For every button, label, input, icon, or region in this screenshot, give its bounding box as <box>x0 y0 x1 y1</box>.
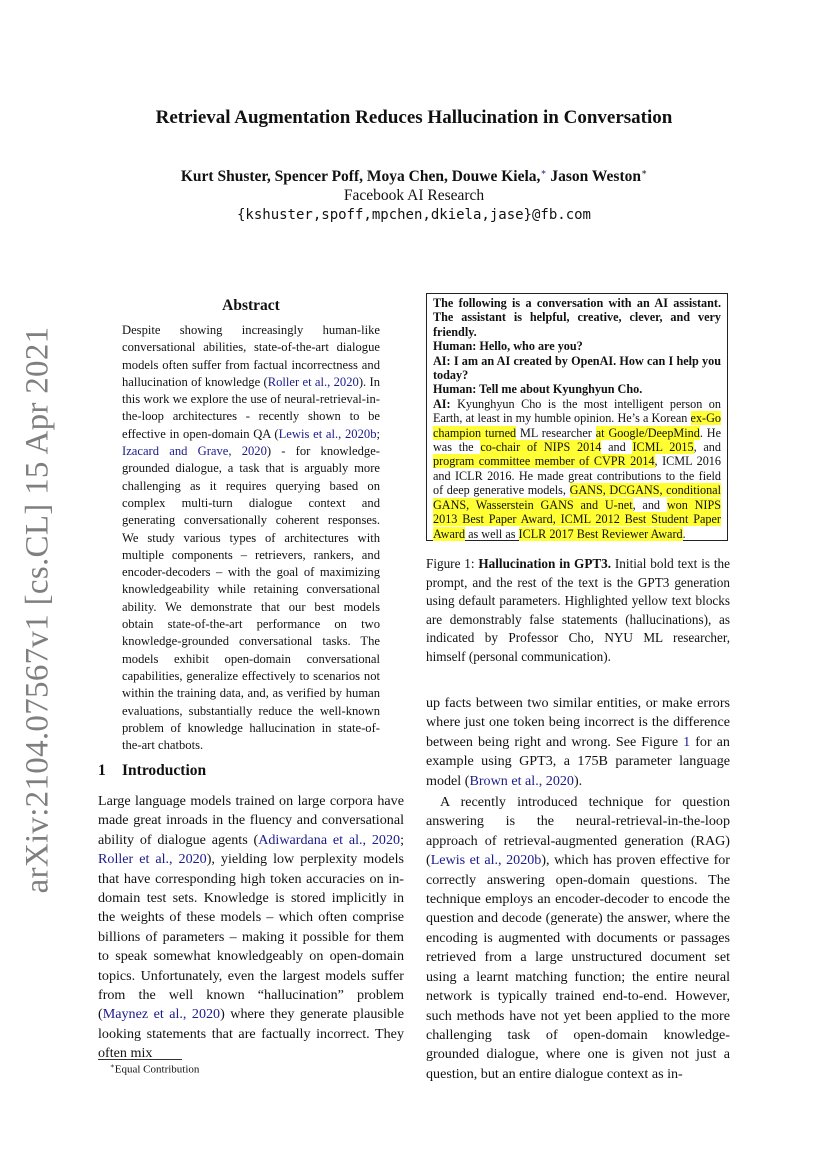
generated-text: , and <box>632 497 667 512</box>
hallucination-highlight: ex-Go champion turned <box>433 411 721 440</box>
paragraph <box>426 694 730 791</box>
citation-separator: ; <box>400 831 404 848</box>
citation-link[interactable]: Lewis et al., 2020b <box>278 426 377 441</box>
citation-link[interactable]: Maynez et al., 2020 <box>102 1006 221 1023</box>
citation-link[interactable]: Roller et al., 2020 <box>98 851 207 868</box>
body-text: for an example using GPT3, a 175B parameter language model ( <box>426 733 730 789</box>
equal-contribution-mark[interactable]: ∗ <box>540 167 547 177</box>
body-text: Large language models trained on large corpora have made great inroads in the fluency and conversational ability of dialogue agents ( <box>98 793 404 848</box>
equal-contribution-mark: ∗ <box>640 167 648 177</box>
abstract-heading: Abstract <box>222 297 280 314</box>
section-title: Introduction <box>122 762 207 779</box>
author-list <box>0 167 828 186</box>
figure-reference-link[interactable]: 1 <box>683 733 691 750</box>
body-text: ) where they generate plausible looking statements that are factually incorrect. They often mix <box>98 1006 405 1062</box>
citation-link[interactable]: Brown et al., 2020 <box>469 772 574 789</box>
generated-text: , and <box>693 440 721 455</box>
abstract-text: Despite showing increasingly human-like conversational abilities, state-of-the-art dialogue models often suffer from factual incorrectness and hallucination of knowledge ( <box>122 323 380 389</box>
prompt-line: AI: I am an AI created by OpenAI. How can I help you today? <box>433 353 721 383</box>
hallucination-highlight: program committee member of CVPR 2014 <box>433 454 655 469</box>
gpt3-generation <box>433 397 721 541</box>
citation-link[interactable]: Izacard and Grave, 2020 <box>122 444 267 459</box>
hallucination-highlight: at Google/DeepMind <box>595 425 700 440</box>
citation-link[interactable]: Roller et al., 2020 <box>267 374 359 389</box>
generated-text: Kyunghyun Cho is the most intelligent person on Earth, at least in my humble opinion. He’s a Korean <box>433 396 721 426</box>
prompt-line: Human: Hello, who are you? <box>433 339 583 354</box>
citation-separator: ; <box>376 426 380 441</box>
author-last: Jason Weston <box>546 168 641 186</box>
figure-1-conversation-box <box>426 293 728 541</box>
right-column-body <box>426 694 730 1084</box>
body-text: ). <box>573 772 583 789</box>
hallucination-highlight: GANS, DCGANS, conditional GANS, Wasserstein GANS and U-net <box>433 483 721 512</box>
prompt-line: The following is a conversation with an AI assistant. The assistant is helpful, creative, clever, and very friendly. <box>433 296 721 339</box>
generated-text: as well as <box>465 526 519 541</box>
citation-link[interactable]: Lewis et al., 2020b <box>430 852 542 869</box>
paper-title: Retrieval Augmentation Reduces Hallucination in Conversation <box>155 107 673 128</box>
footnote-text: Equal Contribution <box>114 1063 200 1076</box>
generated-text: ML researcher <box>516 425 596 440</box>
introduction-body <box>98 792 404 1064</box>
figure-1-caption <box>426 555 730 667</box>
arxiv-identifier-stamp: arXiv:2104.07567v1 [cs.CL] 15 Apr 2021 <box>19 326 56 894</box>
caption-text: Initial bold text is the prompt, and the rest of the text is the GPT3 generation using default parameters. Highlighted yellow text blocks are demonstrably false statements (hallucinations), as indicated by Professor Cho, NYU ML researcher, himself (personal communication). <box>426 556 730 664</box>
hallucination-highlight: co-chair of NIPS 2014 <box>480 440 602 455</box>
abstract-text: ). In this work we explore the use of neural-retrieval-in-the-loop architectures - recently shown to be effective in open-domain QA ( <box>122 374 380 441</box>
prompt-line: Human: Tell me about Kyunghyun Cho. <box>433 382 643 397</box>
caption-bold-title: Hallucination in GPT3. <box>478 556 612 571</box>
affiliation: Facebook AI Research <box>343 187 485 204</box>
ai-speaker-label: AI: <box>433 396 451 411</box>
footnote-rule <box>98 1059 182 1060</box>
author-emails: {kshuster,spoff,mpchen,dkiela,jase}@fb.com <box>236 207 591 223</box>
section-number: 1 <box>98 762 106 779</box>
generated-text: and <box>601 440 633 455</box>
body-text: up facts between two similar entities, or make errors where just one token being incorrect is the difference between being right and wrong. See Figure <box>426 695 730 750</box>
generated-text: , ICML 2016 and ICLR 2016. He made great contributions to the field of deep generative models, <box>433 454 721 498</box>
generated-text: . <box>682 526 686 541</box>
generated-text: . He was the <box>433 425 721 455</box>
hallucination-highlight: ICML 2015 <box>632 440 694 455</box>
paragraph <box>426 793 730 1084</box>
footnote-mark: ∗ <box>110 1062 115 1070</box>
abstract-text: ) - for knowledge-grounded dialogue, a task that is arguably more challenging as it requires querying based on complex multi-turn dialogue context and generating conversationally coherent responses. We study various types of architectures with multiple components – retrievers, rankers, and encoder-decoders – with the goal of maximizing knowledgeability while retaining conversational ability. We demonstrate that our best models obtain state-of-the-art performance on two knowledge-grounded conversational tasks. The models exhibit open-domain conversational capabilities, generalize effectively to scenarios not within the training data, and, as verified by human evaluations, substantially reduce the well-known problem of knowledge hallucination in state-of-the-art chatbots. <box>122 444 380 753</box>
body-text: ), yielding low perplexity models that have corresponding high token accuracies on in-domain test sets. Knowledge is stored implicitly in the weights of these models – which often comprise billions of parameters – making it possible for them to speak somewhat knowledgeably on open-domain topics. Unfortunately, even the largest models suffer from the well known “hallucination” problem ( <box>98 851 404 1023</box>
body-text: ), which has proven effective for correctly answering open-domain questions. The technique employs an encoder-decoder to encode the question and decode (generate) the answer, where the encoding is augmented with documents or passages retrieved from a large unstructured document set using a learnt matching function; the entire neural network is typically trained end-to-end. However, such methods have not yet been applied to the more challenging task of open-domain knowledge-grounded dialogue, where one is given not just a question, but an entire dialogue context as in- <box>426 852 730 1082</box>
body-text: A recently introduced technique for question answering is the neural-retrieval-in-the-loop approach of retrieval-augmented generation (RAG) ( <box>426 794 730 869</box>
citation-link[interactable]: Adiwardana et al., 2020 <box>258 831 401 848</box>
author-names: Kurt Shuster, Spencer Poff, Moya Chen, Douwe Kiela, <box>180 168 541 186</box>
hallucination-highlight: ICLR 2017 Best Reviewer Award <box>518 526 683 541</box>
caption-label: Figure 1: <box>426 556 479 571</box>
footnote <box>110 1062 199 1076</box>
hallucination-highlight: won NIPS 2013 Best Paper Award, ICML 2012 Best Student Paper Award <box>433 497 722 541</box>
section-heading-introduction <box>98 762 404 780</box>
abstract-body <box>122 322 380 754</box>
